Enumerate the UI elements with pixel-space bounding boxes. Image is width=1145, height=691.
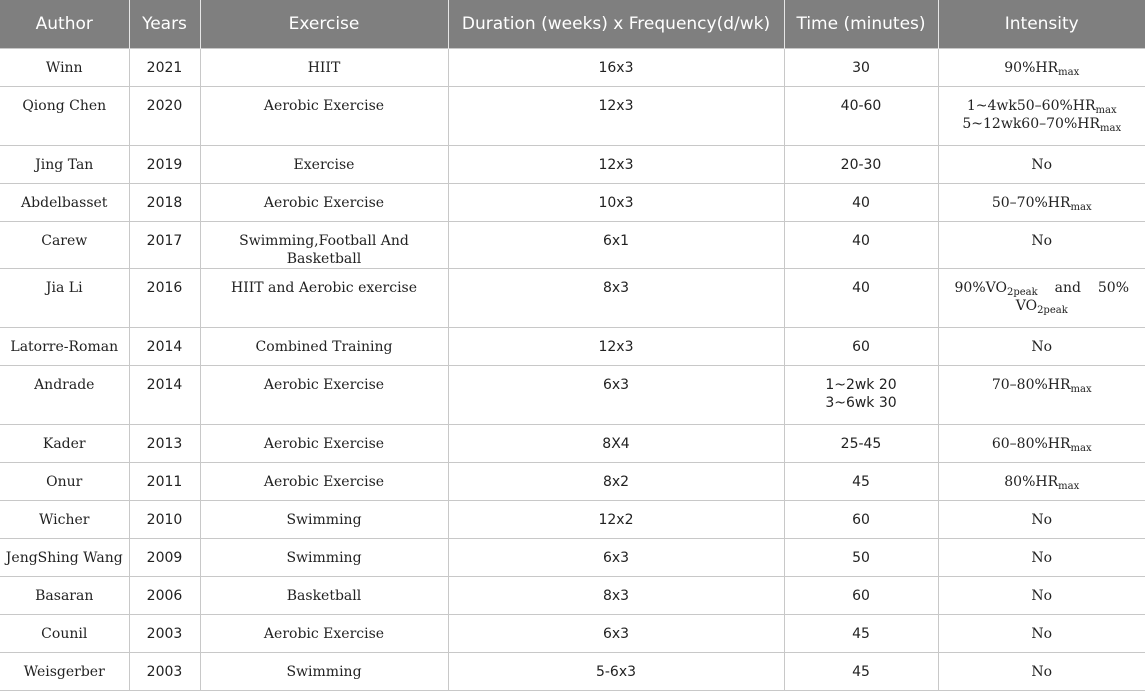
cell-intensity-line bbox=[943, 435, 1142, 453]
cell-intensity-line bbox=[943, 279, 1142, 297]
cell-duration-text: 12x3 bbox=[598, 157, 634, 173]
intensity-main: 90%HR bbox=[1004, 60, 1059, 76]
cell-duration bbox=[448, 269, 784, 328]
cell-duration bbox=[448, 146, 784, 184]
cell-author-text: Weisgerber bbox=[23, 664, 105, 680]
cell-exercise bbox=[200, 615, 448, 653]
intensity-main: 60–80%HR bbox=[991, 436, 1071, 452]
cell-duration bbox=[448, 425, 784, 463]
cell-year bbox=[129, 366, 200, 425]
cell-intensity-line bbox=[943, 663, 1142, 681]
cell-author bbox=[0, 501, 129, 539]
cell-year-text: 2009 bbox=[146, 550, 183, 566]
table-row bbox=[0, 49, 1145, 87]
cell-duration-text: 8x3 bbox=[602, 588, 630, 604]
cell-author-text: Winn bbox=[45, 60, 83, 76]
cell-year bbox=[129, 222, 200, 269]
cell-author bbox=[0, 577, 129, 615]
intensity-suffix: and 50% bbox=[1037, 280, 1129, 296]
cell-author bbox=[0, 425, 129, 463]
cell-time-line: 45 bbox=[852, 474, 870, 490]
cell-author-text: Jing Tan bbox=[35, 157, 94, 173]
cell-time-line: 25-45 bbox=[840, 436, 882, 452]
intensity-main: No bbox=[1031, 664, 1053, 680]
cell-time bbox=[784, 615, 938, 653]
cell-year-text: 2020 bbox=[146, 98, 183, 114]
intensity-main: VO bbox=[1015, 298, 1038, 314]
cell-intensity bbox=[938, 425, 1145, 463]
cell-time-line: 60 bbox=[852, 588, 870, 604]
cell-exercise-text: Exercise bbox=[293, 157, 355, 173]
intensity-main: 5~12wk60–70%HR bbox=[962, 116, 1100, 132]
cell-author bbox=[0, 49, 129, 87]
cell-intensity-line bbox=[943, 338, 1142, 356]
header-intensity: Intensity bbox=[938, 0, 1145, 49]
cell-author-text: Kader bbox=[42, 436, 86, 452]
cell-intensity-line bbox=[943, 297, 1142, 315]
cell-exercise-text: HIIT bbox=[307, 60, 341, 76]
intensity-subscript: max bbox=[1095, 105, 1117, 116]
table-row bbox=[0, 146, 1145, 184]
cell-time bbox=[784, 653, 938, 691]
cell-time bbox=[784, 87, 938, 146]
intensity-main: No bbox=[1031, 233, 1053, 249]
header-author: Author bbox=[0, 0, 129, 49]
cell-duration-text: 6x1 bbox=[602, 233, 630, 249]
cell-intensity-line bbox=[943, 511, 1142, 529]
table-row bbox=[0, 615, 1145, 653]
cell-intensity-line bbox=[943, 59, 1142, 77]
header-time: Time (minutes) bbox=[784, 0, 938, 49]
cell-intensity-line bbox=[943, 376, 1142, 394]
cell-author-text: Basaran bbox=[35, 588, 94, 604]
cell-intensity bbox=[938, 87, 1145, 146]
cell-intensity-line bbox=[943, 549, 1142, 567]
cell-duration bbox=[448, 653, 784, 691]
cell-duration-text: 12x2 bbox=[598, 512, 634, 528]
table-body bbox=[0, 49, 1145, 691]
cell-year bbox=[129, 501, 200, 539]
table-header bbox=[0, 0, 1145, 49]
cell-year-text: 2003 bbox=[146, 664, 183, 680]
cell-intensity-line bbox=[943, 97, 1142, 115]
cell-exercise-text: Basketball bbox=[286, 588, 362, 604]
cell-time bbox=[784, 328, 938, 366]
cell-duration-text: 8x2 bbox=[602, 474, 630, 490]
intensity-main: No bbox=[1031, 339, 1053, 355]
cell-time-line: 20-30 bbox=[840, 157, 882, 173]
cell-author-text: Qiong Chen bbox=[22, 98, 107, 114]
cell-year-text: 2014 bbox=[146, 377, 183, 393]
cell-intensity-line bbox=[943, 115, 1142, 133]
cell-year bbox=[129, 49, 200, 87]
cell-year-text: 2016 bbox=[146, 280, 183, 296]
table-row bbox=[0, 366, 1145, 425]
cell-year bbox=[129, 539, 200, 577]
intensity-main: No bbox=[1031, 157, 1053, 173]
cell-intensity bbox=[938, 577, 1145, 615]
intensity-subscript: max bbox=[1058, 481, 1080, 492]
cell-exercise bbox=[200, 269, 448, 328]
cell-author bbox=[0, 463, 129, 501]
cell-duration bbox=[448, 87, 784, 146]
cell-year-text: 2006 bbox=[146, 588, 183, 604]
cell-duration bbox=[448, 539, 784, 577]
table-row bbox=[0, 653, 1145, 691]
intensity-main: 80%HR bbox=[1004, 474, 1059, 490]
cell-exercise-text: Swimming bbox=[286, 664, 362, 680]
header-duration: Duration (weeks) x Frequency(d/wk) bbox=[448, 0, 784, 49]
cell-author bbox=[0, 222, 129, 269]
intensity-main: 90%VO bbox=[954, 280, 1007, 296]
cell-year bbox=[129, 87, 200, 146]
intensity-main: No bbox=[1031, 550, 1053, 566]
table-row bbox=[0, 269, 1145, 328]
cell-author-text: Counil bbox=[41, 626, 88, 642]
cell-time-line: 3~6wk 30 bbox=[825, 395, 897, 411]
cell-exercise bbox=[200, 539, 448, 577]
cell-year bbox=[129, 269, 200, 328]
cell-intensity bbox=[938, 146, 1145, 184]
cell-exercise bbox=[200, 577, 448, 615]
cell-time bbox=[784, 222, 938, 269]
cell-intensity bbox=[938, 615, 1145, 653]
cell-time bbox=[784, 539, 938, 577]
cell-year-text: 2019 bbox=[146, 157, 183, 173]
cell-year bbox=[129, 653, 200, 691]
table-row bbox=[0, 222, 1145, 269]
cell-time bbox=[784, 146, 938, 184]
intensity-subscript: max bbox=[1100, 123, 1122, 134]
cell-exercise bbox=[200, 184, 448, 222]
cell-author-text: Onur bbox=[46, 474, 83, 490]
cell-time-line: 45 bbox=[852, 664, 870, 680]
cell-time-line: 1~2wk 20 bbox=[825, 377, 897, 393]
cell-time-line: 50 bbox=[852, 550, 870, 566]
cell-year-text: 2021 bbox=[146, 60, 183, 76]
cell-time bbox=[784, 366, 938, 425]
cell-exercise bbox=[200, 49, 448, 87]
cell-exercise bbox=[200, 222, 448, 269]
cell-year bbox=[129, 425, 200, 463]
intensity-subscript: max bbox=[1070, 202, 1092, 213]
cell-exercise-text: Aerobic Exercise bbox=[263, 98, 385, 114]
cell-time bbox=[784, 577, 938, 615]
cell-exercise-text: Aerobic Exercise bbox=[263, 377, 385, 393]
cell-year-text: 2014 bbox=[146, 339, 183, 355]
intensity-subscript: max bbox=[1070, 443, 1092, 454]
cell-year bbox=[129, 328, 200, 366]
cell-time bbox=[784, 501, 938, 539]
intensity-subscript: max bbox=[1058, 67, 1080, 78]
table-row bbox=[0, 539, 1145, 577]
cell-intensity-line bbox=[943, 232, 1142, 250]
intensity-main: No bbox=[1031, 588, 1053, 604]
table-row bbox=[0, 184, 1145, 222]
cell-exercise bbox=[200, 653, 448, 691]
cell-author bbox=[0, 539, 129, 577]
table-row bbox=[0, 501, 1145, 539]
table-row bbox=[0, 87, 1145, 146]
intensity-main: 1~4wk50–60%HR bbox=[966, 98, 1096, 114]
cell-year bbox=[129, 146, 200, 184]
cell-exercise bbox=[200, 87, 448, 146]
cell-intensity-line bbox=[943, 156, 1142, 174]
cell-exercise-text: Aerobic Exercise bbox=[263, 436, 385, 452]
cell-year-text: 2010 bbox=[146, 512, 183, 528]
cell-duration-text: 8x3 bbox=[602, 280, 630, 296]
cell-exercise-text: Aerobic Exercise bbox=[263, 626, 385, 642]
cell-duration-text: 16x3 bbox=[598, 60, 634, 76]
cell-exercise-text: Combined Training bbox=[255, 339, 393, 355]
cell-year bbox=[129, 577, 200, 615]
cell-year bbox=[129, 184, 200, 222]
cell-author bbox=[0, 615, 129, 653]
cell-author bbox=[0, 269, 129, 328]
intensity-main: No bbox=[1031, 626, 1053, 642]
cell-intensity-line bbox=[943, 587, 1142, 605]
cell-author-text: Carew bbox=[41, 233, 88, 249]
cell-time-line: 45 bbox=[852, 626, 870, 642]
intensity-main: 50–70%HR bbox=[991, 195, 1071, 211]
cell-intensity-line bbox=[943, 625, 1142, 643]
cell-year-text: 2017 bbox=[146, 233, 183, 249]
cell-duration bbox=[448, 328, 784, 366]
cell-duration bbox=[448, 501, 784, 539]
cell-exercise-text: HIIT and Aerobic exercise bbox=[230, 280, 418, 296]
intensity-subscript: max bbox=[1070, 384, 1092, 395]
table-row bbox=[0, 328, 1145, 366]
cell-intensity bbox=[938, 366, 1145, 425]
cell-duration-text: 10x3 bbox=[598, 195, 634, 211]
cell-intensity bbox=[938, 49, 1145, 87]
cell-year bbox=[129, 615, 200, 653]
header-row bbox=[0, 0, 1145, 49]
cell-year bbox=[129, 463, 200, 501]
cell-duration-text: 5-6x3 bbox=[595, 664, 637, 680]
cell-exercise-text: Swimming bbox=[286, 550, 362, 566]
cell-intensity bbox=[938, 501, 1145, 539]
cell-intensity bbox=[938, 269, 1145, 328]
cell-author bbox=[0, 146, 129, 184]
cell-exercise-text: Swimming,Football And Basketball bbox=[239, 233, 409, 267]
header-years: Years bbox=[129, 0, 200, 49]
cell-duration-text: 6x3 bbox=[602, 377, 630, 393]
cell-year-text: 2013 bbox=[146, 436, 183, 452]
cell-time-line: 40 bbox=[852, 233, 870, 249]
cell-time bbox=[784, 184, 938, 222]
cell-author bbox=[0, 87, 129, 146]
cell-duration-text: 12x3 bbox=[598, 98, 634, 114]
intensity-subscript: 2peak bbox=[1006, 287, 1038, 298]
cell-intensity bbox=[938, 539, 1145, 577]
cell-intensity bbox=[938, 328, 1145, 366]
cell-author-text: Andrade bbox=[34, 377, 95, 393]
intensity-main: No bbox=[1031, 512, 1053, 528]
cell-exercise bbox=[200, 328, 448, 366]
table-row bbox=[0, 463, 1145, 501]
cell-time-line: 30 bbox=[852, 60, 870, 76]
cell-exercise-text: Swimming bbox=[286, 512, 362, 528]
cell-author bbox=[0, 653, 129, 691]
cell-time bbox=[784, 463, 938, 501]
header-exercise: Exercise bbox=[200, 0, 448, 49]
intensity-main: 70–80%HR bbox=[991, 377, 1071, 393]
cell-exercise bbox=[200, 146, 448, 184]
cell-exercise bbox=[200, 366, 448, 425]
cell-author-text: Wicher bbox=[39, 512, 90, 528]
cell-author bbox=[0, 184, 129, 222]
cell-time bbox=[784, 425, 938, 463]
cell-intensity-line bbox=[943, 194, 1142, 212]
cell-author-text: JengShing Wang bbox=[5, 550, 123, 566]
cell-author-text: Abdelbasset bbox=[21, 195, 108, 211]
cell-exercise-text: Aerobic Exercise bbox=[263, 195, 385, 211]
cell-year-text: 2018 bbox=[146, 195, 183, 211]
cell-exercise bbox=[200, 501, 448, 539]
table-row bbox=[0, 577, 1145, 615]
cell-time-line: 40-60 bbox=[840, 98, 882, 114]
cell-exercise bbox=[200, 425, 448, 463]
cell-duration bbox=[448, 577, 784, 615]
cell-exercise bbox=[200, 463, 448, 501]
cell-duration-text: 6x3 bbox=[602, 550, 630, 566]
cell-time bbox=[784, 269, 938, 328]
cell-duration bbox=[448, 49, 784, 87]
cell-time bbox=[784, 49, 938, 87]
cell-time-line: 60 bbox=[852, 339, 870, 355]
cell-year-text: 2011 bbox=[146, 474, 183, 490]
cell-duration-text: 6x3 bbox=[602, 626, 630, 642]
cell-author-text: Jia Li bbox=[45, 280, 83, 296]
cell-duration-text: 8X4 bbox=[602, 436, 630, 452]
cell-exercise-text: Aerobic Exercise bbox=[263, 474, 385, 490]
cell-author bbox=[0, 328, 129, 366]
cell-author-text: Latorre-Roman bbox=[10, 339, 119, 355]
table-row bbox=[0, 425, 1145, 463]
cell-duration-text: 12x3 bbox=[598, 339, 634, 355]
cell-author bbox=[0, 366, 129, 425]
intensity-subscript: 2peak bbox=[1037, 305, 1068, 316]
cell-year-text: 2003 bbox=[146, 626, 183, 642]
cell-intensity bbox=[938, 184, 1145, 222]
cell-duration bbox=[448, 615, 784, 653]
cell-duration bbox=[448, 184, 784, 222]
cell-duration bbox=[448, 463, 784, 501]
cell-time-line: 40 bbox=[852, 280, 870, 296]
cell-intensity bbox=[938, 463, 1145, 501]
cell-time-line: 60 bbox=[852, 512, 870, 528]
cell-time-line: 40 bbox=[852, 195, 870, 211]
cell-duration bbox=[448, 366, 784, 425]
cell-duration bbox=[448, 222, 784, 269]
cell-intensity-line bbox=[943, 473, 1142, 491]
cell-intensity bbox=[938, 653, 1145, 691]
cell-intensity bbox=[938, 222, 1145, 269]
